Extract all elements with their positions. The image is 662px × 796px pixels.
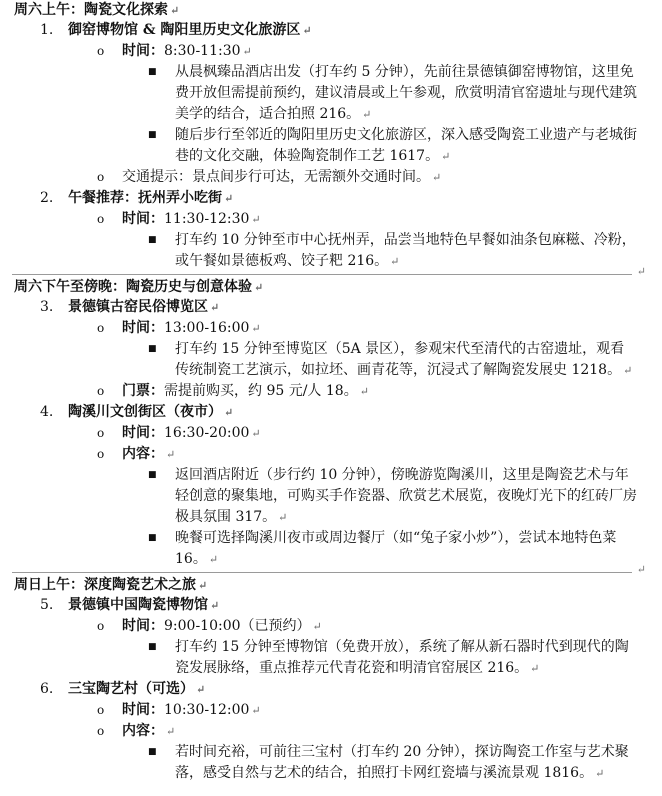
bullet-paragraph: ■ 打车约 15 分钟至博物馆（免费开放），系统了解从新石器时代到现代的陶瓷发展脉络，重点推荐元代青花瓷和明清官窑展区 216。 ↵	[148, 639, 629, 676]
time-row: o 时间：11:30-12:30 ↵	[0, 209, 662, 230]
item-number: 5.	[40, 597, 54, 613]
tip-value: 景点间步行可达，无需额外交通时间。	[192, 169, 430, 185]
square-bullet-icon: ■	[148, 344, 157, 354]
content-row: o 内容： ↵	[0, 444, 662, 465]
time-row: o 时间：9:00-10:00（已预约） ↵	[0, 616, 662, 637]
time-label: 时间：	[122, 211, 164, 227]
time-label: 时间：	[122, 702, 164, 718]
transport-tip-row: o 交通提示：景点间步行可达，无需额外交通时间。 ↵	[0, 167, 662, 188]
section-saturday-morning	[0, 0, 662, 272]
content-label: 内容：	[122, 723, 164, 739]
time-row: o 时间：8:30-11:30 ↵	[0, 41, 662, 62]
bullet-paragraph: ■ 打车约 15 分钟至博览区（5A 景区），参观宋代至清代的古窑遗址，观看传统制瓷工艺演示，如拉坯、画青花等，沉浸式了解陶瓷发展史 1218。 ↵	[148, 341, 633, 378]
content-label: 内容：	[122, 446, 164, 462]
circle-bullet-icon: o	[97, 447, 105, 461]
circle-bullet-icon: o	[97, 619, 105, 633]
content-row: o 内容： ↵	[0, 721, 662, 742]
circle-bullet-icon: o	[97, 170, 105, 184]
item-number: 2.	[40, 190, 54, 206]
section-heading: 周六下午至傍晚：陶瓷历史与创意体验 ↵	[14, 279, 264, 295]
item-title: 景德镇中国陶瓷博物馆 ↵	[68, 597, 220, 613]
circle-bullet-icon: o	[97, 321, 105, 335]
time-value: 11:30-12:30	[164, 211, 250, 227]
time-row: o 时间：10:30-12:00 ↵	[0, 700, 662, 721]
circle-bullet-icon: o	[97, 426, 105, 440]
bullet-paragraph: ■ 随后步行至邻近的陶阳里历史文化旅游区，深入感受陶瓷工业遗产与老城街巷的文化交融，体验陶瓷制作工艺 1617。 ↵	[148, 127, 637, 164]
item-number: 1.	[40, 22, 54, 38]
time-value: 9:00-10:00（已预约）	[164, 618, 311, 634]
time-label: 时间：	[122, 425, 164, 441]
time-label: 时间：	[122, 320, 164, 336]
square-bullet-icon: ■	[148, 470, 157, 480]
square-bullet-icon: ■	[148, 67, 157, 77]
time-label: 时间：	[122, 43, 164, 59]
time-label: 时间：	[122, 618, 164, 634]
item-title: 午餐推荐：抚州弄小吃街 ↵	[68, 190, 234, 206]
list-item	[0, 595, 662, 616]
item-number: 4.	[40, 404, 54, 420]
time-value: 13:00-16:00	[164, 320, 250, 336]
square-bullet-icon: ■	[148, 235, 157, 245]
square-bullet-icon: ■	[148, 747, 157, 757]
time-value: 16:30-20:00	[164, 425, 250, 441]
section-heading: 周日上午：深度陶瓷艺术之旅 ↵	[14, 577, 208, 593]
section-saturday-afternoon	[0, 277, 662, 570]
list-item	[0, 297, 662, 318]
time-row: o 时间：16:30-20:00 ↵	[0, 423, 662, 444]
ticket-value: 需提前购买，约 95 元/人 18。	[164, 383, 358, 399]
item-title: 御窑博物馆 & 陶阳里历史文化旅游区 ↵	[68, 22, 312, 38]
square-bullet-icon: ■	[148, 130, 157, 140]
list-item	[0, 679, 662, 700]
item-number: 6.	[40, 681, 54, 697]
circle-bullet-icon: o	[97, 44, 105, 58]
item-title: 三宝陶艺村（可选） ↵	[68, 681, 206, 697]
item-title: 景德镇古窑民俗博览区 ↵	[68, 299, 220, 315]
section-divider	[12, 274, 632, 275]
circle-bullet-icon: o	[97, 724, 105, 738]
circle-bullet-icon: o	[97, 384, 105, 398]
bullet-paragraph: ■ 若时间充裕，可前往三宝村（打车约 20 分钟），探访陶瓷工作室与艺术聚落，感受自然与艺术的结合，拍照打卡网红瓷墙与溪流景观 1816。 ↵	[148, 744, 629, 781]
section-heading: 周六上午：陶瓷文化探索 ↵	[14, 2, 180, 18]
circle-bullet-icon: o	[97, 212, 105, 226]
square-bullet-icon: ■	[148, 642, 157, 652]
bullet-paragraph: ■ 从晨枫臻品酒店出发（打车约 5 分钟），先前往景德镇御窑博物馆，这里免费开放但需提前预约，建议清晨或上午参观，欣赏明清官窑遗址与现代建筑美学的结合，适合拍照 216。 ↵	[148, 64, 637, 122]
list-item	[0, 188, 662, 209]
item-title: 陶溪川文创街区（夜市） ↵	[68, 404, 234, 420]
list-item	[0, 402, 662, 423]
bullet-paragraph: ■ 返回酒店附近（步行约 10 分钟），傍晚游览陶溪川，这里是陶瓷艺术与年轻创意的聚集地，可购买手作瓷器、欣赏艺术展览，夜晚灯光下的红砖厂房极具氛围 317。 ↵	[148, 467, 637, 525]
time-value: 10:30-12:00	[164, 702, 250, 718]
tip-label: 交通提示：	[122, 169, 192, 185]
time-value: 8:30-11:30	[164, 43, 241, 59]
bullet-paragraph: ■ 晚餐可选择陶溪川夜市或周边餐厅（如“兔子家小炒”），尝试本地特色菜 16。 ↵	[148, 530, 617, 567]
item-number: 3.	[40, 299, 54, 315]
ticket-label: 门票：	[122, 383, 164, 399]
time-row: o 时间：13:00-16:00 ↵	[0, 318, 662, 339]
ticket-row: o 门票：需提前购买，约 95 元/人 18。 ↵	[0, 381, 662, 402]
bullet-paragraph: ■ 打车约 10 分钟至市中心抚州弄，品尝当地特色早餐如油条包麻糍、冷粉，或午餐如景德板鸡、饺子粑 216。 ↵	[148, 232, 636, 269]
section-sunday-morning	[0, 575, 662, 784]
list-item	[0, 20, 662, 41]
square-bullet-icon: ■	[148, 533, 157, 543]
circle-bullet-icon: o	[97, 703, 105, 717]
section-divider	[12, 572, 632, 573]
